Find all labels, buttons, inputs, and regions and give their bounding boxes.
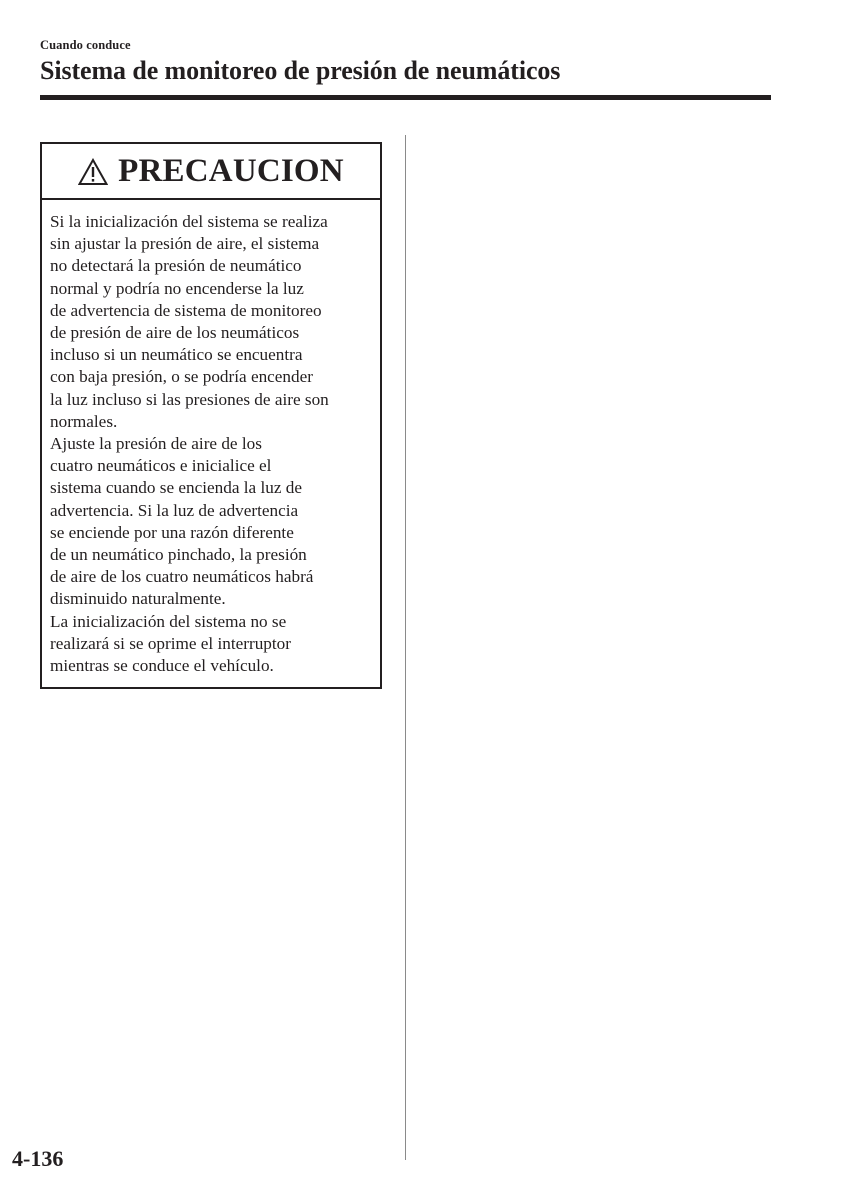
caution-text [42,200,380,677]
caution-title: PRECAUCION [118,152,344,189]
caution-text-line: con baja presión, o se podría encender [50,367,313,387]
caution-text-line: sin ajustar la presión de aire, el sistema [50,234,320,254]
caution-text-line: se enciende por una razón diferente [50,522,294,542]
column-divider [405,135,406,1160]
warning-triangle-icon [78,158,108,186]
caution-text-line: sistema cuando se encienda la luz de [50,478,302,498]
caution-text-line: normal y podría no encenderse la luz [50,278,304,298]
caution-text-line: Si la inicialización del sistema se realiza [50,212,328,231]
caution-header [42,144,380,200]
caution-text-line: la luz incluso si las presiones de aire son [50,389,329,409]
title-rule [40,95,771,100]
caution-text-line: de aire de los cuatro neumáticos habrá [50,567,314,587]
caution-text-line: La inicialización del sistema no se [50,611,287,631]
section-label: Cuando conduce [40,38,131,52]
caution-box [40,142,382,689]
caution-text-line: de un neumático pinchado, la presión [50,545,307,565]
caution-text-line: Ajuste la presión de aire de los [50,434,262,454]
caution-text-line: advertencia. Si la luz de advertencia [50,500,299,520]
caution-text-line: normales. [50,411,118,431]
caution-text-line: de presión de aire de los neumáticos [50,323,300,343]
caution-text-line: cuatro neumáticos e inicialice el [50,456,272,476]
caution-text-line: de advertencia de sistema de monitoreo [50,300,322,320]
page-number: 4-136 [12,1146,64,1171]
caution-text-line: realizará si se oprime el interruptor [50,633,291,653]
page-title: Sistema de monitoreo de presión de neumáticos [40,56,561,85]
caution-text-line: incluso si un neumático se encuentra [50,345,303,365]
caution-text-line: no detectará la presión de neumático [50,256,302,276]
caution-text-line: mientras se conduce el vehículo. [50,656,274,676]
caution-text-line: disminuido naturalmente. [50,589,226,609]
